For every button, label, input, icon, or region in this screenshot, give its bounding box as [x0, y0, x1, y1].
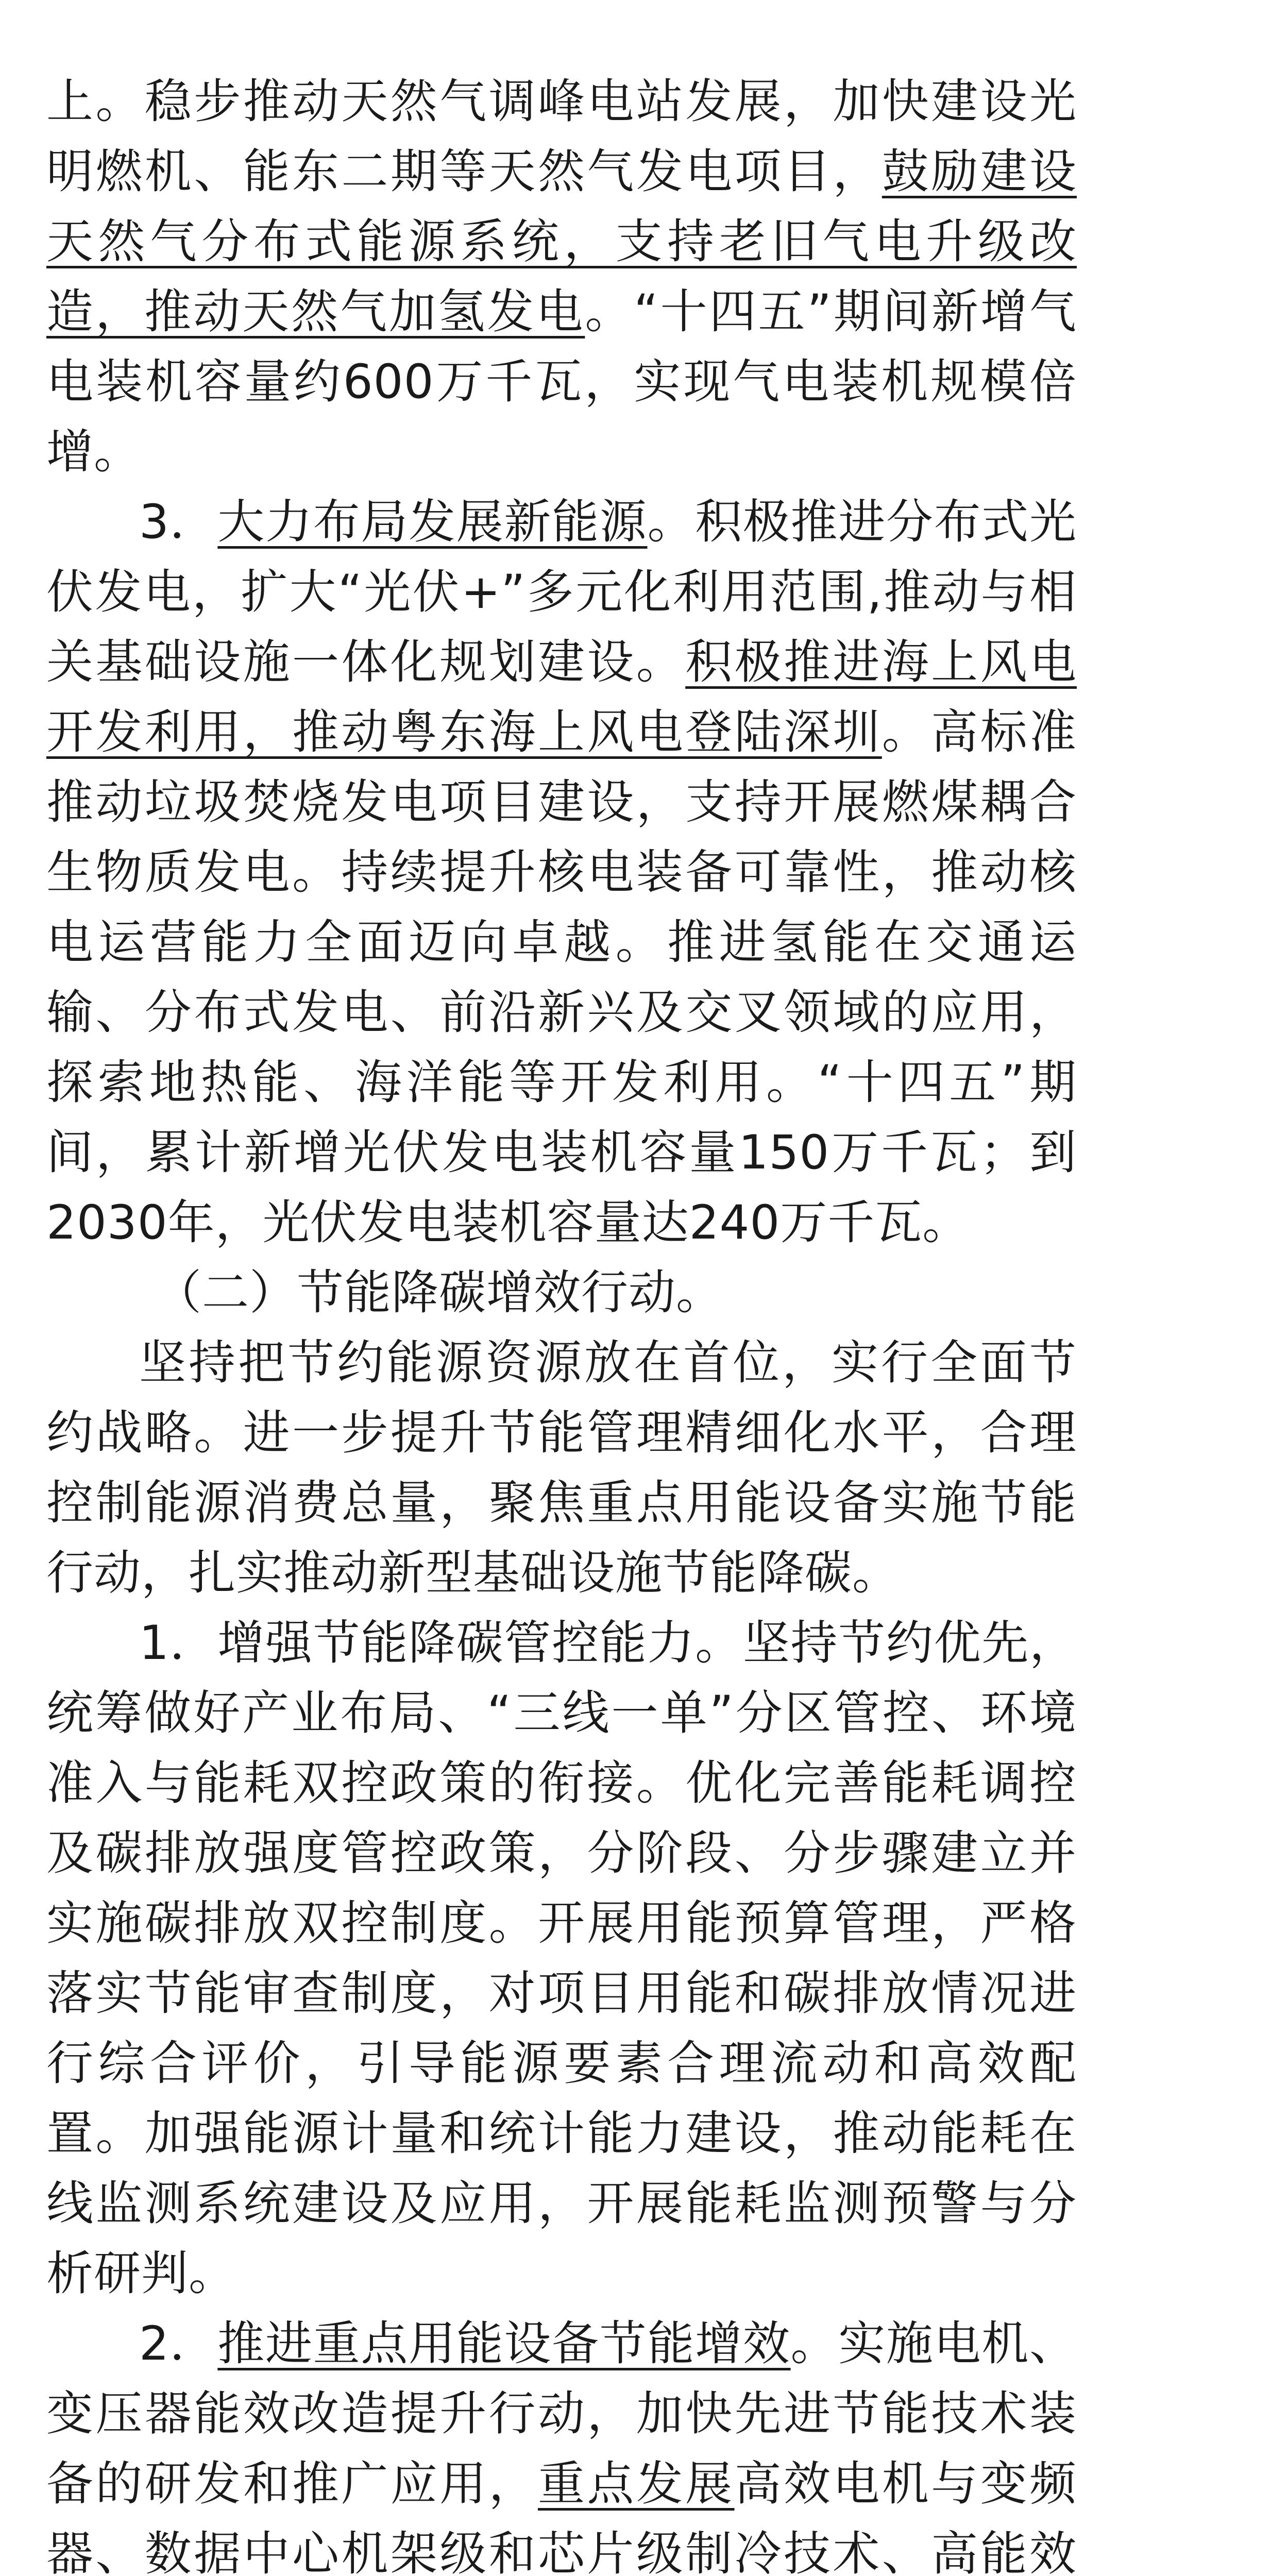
text-run: 高效电机与变频器、数据中心机架级和芯片级制冷技术、 [46, 2457, 1077, 2576]
paragraph-control-capacity [46, 1608, 1077, 2309]
underlined-text-run: 高能效 [931, 2527, 1077, 2576]
text-run: 。积极推进分布式光伏发电，扩大“光伏+”多元化利用范围,推动与相关基础设施一体化规划建设。 [46, 495, 1077, 689]
underlined-text-run: 推进重点用能设备节能增效 [217, 2317, 791, 2371]
text-run: 3． [139, 495, 218, 549]
text-run: 坚持把节约能源资源放在首位，实行全面节约战略。进一步提升节能管理精细化水平，合理控制能源消费总量，聚焦重点用能设备实施节能行动，扎实推动新型基础设施节能降碳。 [46, 1336, 1077, 1600]
underlined-text-run: 积极推进海上风电开发利用，推动粤东海上风电登陆深圳 [46, 635, 1077, 759]
text-run: 1．增强节能降碳管控能力。坚持节约优先，统筹做好产业布局、“三线一单”分区管控、环境准入与能耗双控政策的衔接。优化完善能耗调控及碳排放强度管控政策，分阶段、分步骤建立并实施碳排放双控制度。开展用能预算管理，严格落实节能审查制度，对项目用能和碳排放情况进行综合评价，引导能源要素合理流动和高效配置。加强能源计量和统计能力建设，推动能耗在线监测系统建设及应用，开展能耗监测预警与分析研判。 [46, 1616, 1077, 2301]
document-page [46, 67, 1077, 2576]
underlined-text-run: 鼓励建设天然气分布式能源系统，支持老旧气电升级改造，推动天然气加氢发电 [46, 145, 1077, 339]
paragraph-saving-intro [46, 1328, 1077, 1608]
paragraph-key-equipment [46, 2309, 1077, 2576]
text-run: 上。稳步推动天然气调峰电站发展，加快建设光明燃机、能东二期等天然气发电项目， [46, 75, 1077, 199]
text-run: 2． [139, 2317, 218, 2371]
text-run: 。高标准推动垃圾焚烧发电项目建设，支持开展燃煤耦合生物质发电。持续提升核电装备可靠性，推动核电运营能力全面迈向卓越。推进氢能在交通运输、分布式发电、前沿新兴及交叉领域的应用，探索地热能、海洋能等开发利用。“十四五”期间，累计新增光伏发电装机容量150万千瓦；到2030年，光伏发电装机容量达240万千瓦。 [46, 705, 1077, 1250]
underlined-text-run: 大力布局发展新能源 [217, 495, 648, 549]
paragraph-new-energy [46, 487, 1077, 1258]
paragraph-gas-power [46, 67, 1077, 487]
underlined-text-run: 重点发展 [537, 2457, 735, 2511]
section-heading [46, 1258, 1077, 1328]
text-run: 。“十四五”期间新增气电装机容量约600万千瓦，实现气电装机规模倍增。 [46, 285, 1077, 479]
text-run: （二）节能降碳增效行动。 [155, 1266, 724, 1320]
text-run: 。实施电机、变压器能效改造提升行动，加快先进节能技术装备的研发和推广应用， [46, 2317, 1077, 2511]
